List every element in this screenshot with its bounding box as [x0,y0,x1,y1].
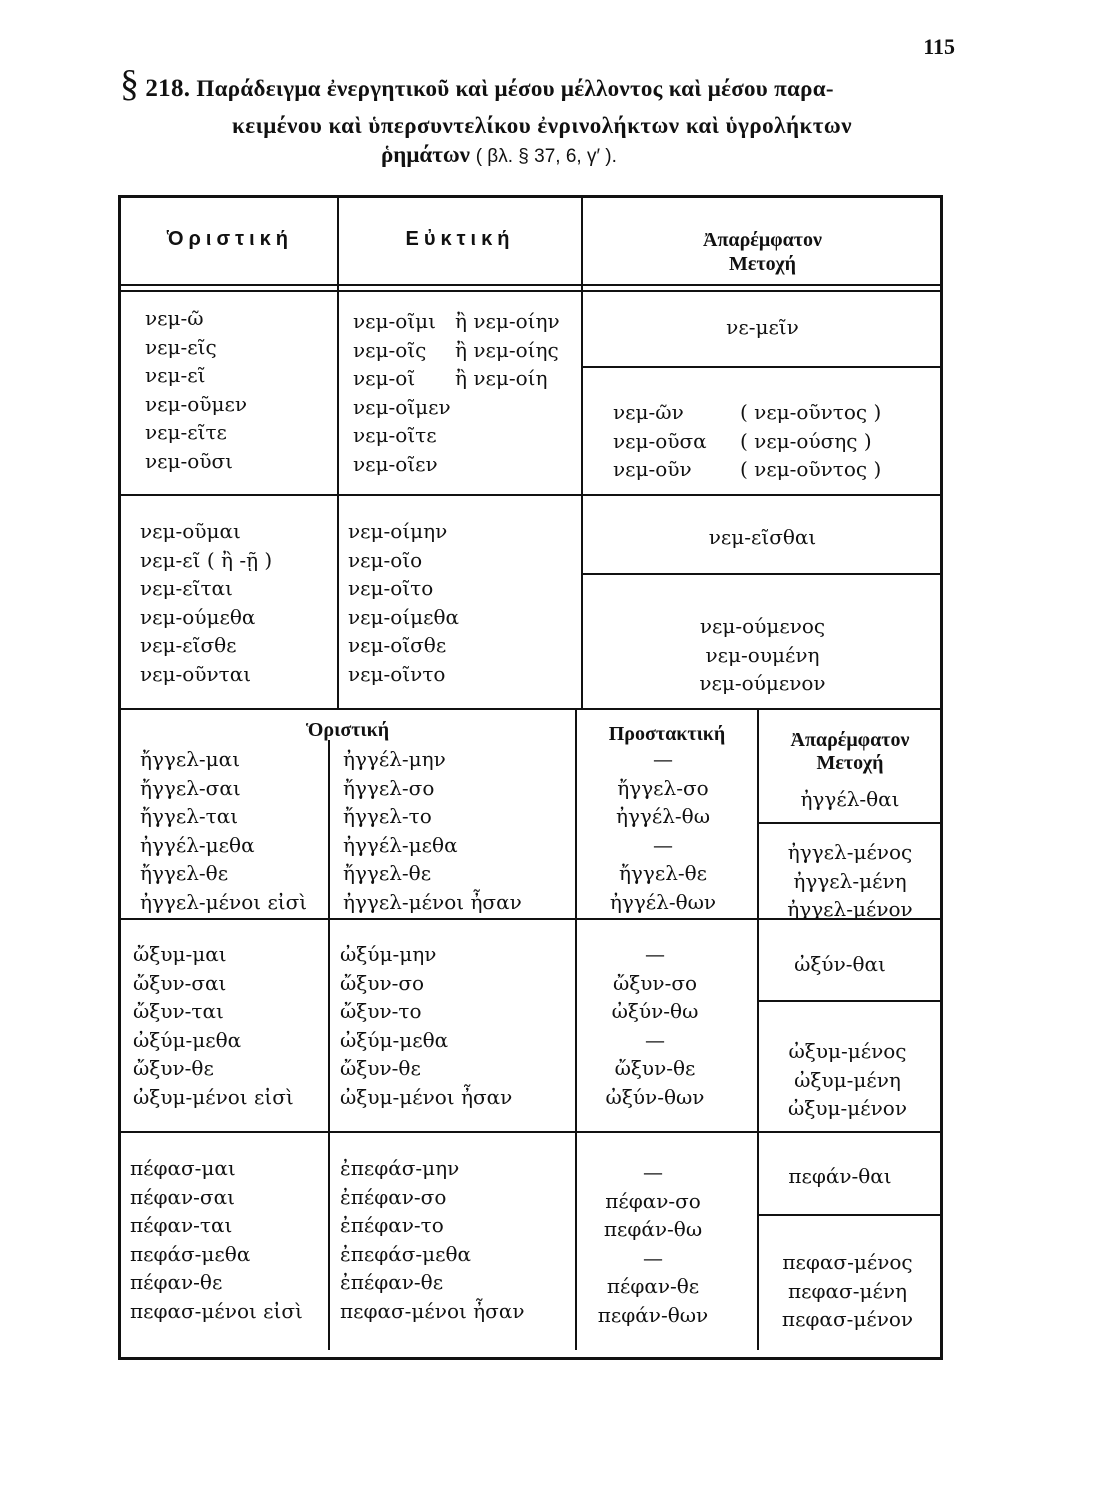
list-item: ἐπέφαν-το [340,1213,444,1238]
list-item: νεμ-ούμενος [699,614,826,638]
list-item: νεμ-οῖτε [353,423,437,448]
list-item: ὠξυμ-μένοι ἦσαν [340,1084,513,1109]
rule-perf-col-3 [757,708,759,1350]
list-item: νεμ-οῖμεν [353,394,451,419]
list-item: νεμ-οῖς [353,337,427,362]
list-item: πέφαν-σαι [130,1184,235,1209]
list-item: νεμ-οῖντο [348,661,446,686]
rule-col-1 [337,198,339,708]
list-item: — [645,1027,665,1052]
list-item: νεμ-εῖ ( ἢ -ῇ ) [140,547,273,572]
list-item: νεμ-οῖμι [353,309,436,333]
list-item: νεμ-εῖσθε [140,633,237,658]
list-item: ἠγγελ-μένοι ἦσαν [343,889,522,914]
phaino-perfect-list [130,1154,303,1326]
list-item: ὠξύμ-μεθα [340,1027,449,1052]
section-number: 218. [145,75,191,102]
list-item: ὤξυν-σο [612,970,698,995]
list-item: πεφασ-μένοι εἰσὶ [130,1298,303,1323]
list-item: νεμ-οῦσι [145,448,233,473]
list-item: — [645,942,665,966]
section-heading-line-3 [381,142,617,168]
list-item: πέφαν-σο [605,1188,701,1213]
list-item: ὤξυν-θε [340,1056,421,1081]
angello-imperative-list [578,745,748,917]
header-participle: Μετοχή [729,253,796,275]
list-item: ἤγγελ-το [343,804,432,829]
rule-row-2 [120,1131,941,1133]
list-item: νεμ-ῶ [145,306,204,330]
list-item: ἠγγελ-μένον [787,897,913,922]
list-item: πεφάν-θω [603,1217,703,1242]
list-item: νεμ-εῖ [145,363,206,388]
list-item: ἢ νεμ-οίη [455,366,548,391]
list-item: ἠγγέλ-μεθα [140,832,255,857]
list-item: ὤξυμ-μαι [133,942,227,966]
list-item: ὠξυμ-μένη [794,1067,901,1092]
list-item: νεμ-εῖς [145,334,217,359]
list-item: πέφασ-μαι [130,1156,236,1180]
list-item: ἤγγελ-θε [618,861,708,886]
list-item: πέφαν-θε [130,1270,223,1295]
perfect-header-infinitive: Ἀπαρέμφατον [790,729,910,751]
list-item: ἠγγέλ-μην [343,747,446,771]
list-item: ὤξυν-το [340,999,422,1024]
list-item: ἠγγέλ-θων [609,889,717,914]
list-item: πεφάν-θων [597,1302,709,1327]
list-item: ὠξύμ-μην [340,942,437,966]
list-item: νεμ-οῦμαι [140,519,241,543]
phaino-participle-list [760,1248,935,1334]
list-item: νεμ-οίμην [348,519,448,543]
perfect-header-indicative: Ὁριστική [305,719,390,741]
list-item: ἤγγελ-σο [343,775,435,800]
middle-participle-list [585,612,940,698]
angello-pluperfect-list [343,745,522,917]
list-item: ( νεμ-οῦντος ) [740,457,882,482]
list-item: πεφασ-μένον [781,1307,914,1332]
rule-inf-1 [757,822,941,824]
oxyno-infinitive: ὠξύν-θαι [794,952,886,976]
list-item: ὤξυν-ται [133,999,224,1024]
list-item: ἠγγελ-μένος [787,840,913,864]
heading-text-2: κειμένου καὶ ὑπερσυντελίκου ἐνρινολήκτων καὶ ὑγρολήκτων [232,113,852,138]
rule-middle-bottom [120,708,941,710]
list-item: ὤξυν-θε [614,1056,696,1081]
angello-participle-list [760,838,940,924]
list-item: ὠξυμ-μένος [788,1039,907,1063]
list-item: πέφαν-θε [606,1274,700,1299]
list-item: ἤγγελ-θε [140,861,229,886]
list-item: νεμ-οῦνται [140,661,252,686]
list-item: ( νεμ-οῦντος ) [740,400,882,424]
list-item: ἠγγέλ-θω [615,804,711,829]
phaino-infinitive: πεφάν-θαι [788,1164,892,1188]
list-item: νεμ-οῦσα [613,428,707,453]
active-infinitive: νε-μεῖν [726,315,799,339]
list-item: ὤξυν-σαι [133,970,227,995]
rule-inf-2 [757,1000,941,1002]
list-item: νεμ-οῖεν [353,451,438,476]
list-item: ἤγγελ-σαι [140,775,241,800]
middle-optative-list [348,517,459,689]
oxyno-participle-list [760,1037,935,1123]
header-optative: Εὐκτική [405,228,515,250]
list-item: ἐπεφάσ-μην [340,1156,460,1180]
list-item: ( νεμ-ούσης ) [740,428,872,453]
list-item: — [643,1160,663,1184]
list-item: νεμ-οῖτο [348,576,434,601]
list-item: — [653,832,673,857]
list-item: ἢ νεμ-οίην [455,309,560,333]
list-item: ὠξύμ-μεθα [133,1027,242,1052]
list-item: ἠγγέλ-μεθα [343,832,458,857]
list-item: ὠξύν-θω [611,999,699,1024]
list-item: — [653,747,673,771]
list-item: νεμ-εῖται [140,576,233,601]
heading-text-1: Παράδειγμα ἐνεργητικοῦ καὶ μέσου μέλλοντος καὶ μέσου παρα- [196,76,834,101]
active-participle-gen-list [740,398,881,484]
list-item: ἐπέφαν-θε [340,1270,444,1295]
oxyno-imperative-list [570,940,740,1112]
rule-perf-col-1 [328,740,330,1350]
list-item: πεφασ-μένοι ἦσαν [340,1298,525,1323]
list-item: ὠξυμ-μένοι εἰσὶ [133,1084,294,1109]
list-item: νεμ-οῖο [348,547,423,572]
list-item: νεμ-ῶν [613,400,684,424]
section-symbol: § [120,63,140,105]
list-item: ἢ νεμ-οίης [455,337,559,362]
active-optative-list [353,307,451,479]
list-item: ἠγγελ-μένη [793,868,907,893]
angello-perfect-list [140,745,307,917]
active-optative-alt-list [455,307,560,393]
list-item: — [643,1245,663,1270]
perfect-header-participle: Μετοχή [816,752,884,774]
list-item: ἠγγελ-μένοι εἰσὶ [140,889,308,914]
list-item: νεμ-εῖτε [145,420,227,445]
list-item: ἤγγελ-θε [343,861,432,886]
rule-inf-3 [757,1214,941,1216]
list-item: νεμ-οῖ [353,366,416,391]
rule-col-2 [581,198,583,708]
heading-text-3: ῥημάτων [381,142,470,167]
active-indicative-list [145,304,247,476]
page-number: 115 [923,34,955,59]
rule-header-bottom-2 [120,290,941,292]
rule-mid-infinitive [581,573,941,575]
angello-infinitive: ἠγγέλ-θαι [800,787,900,811]
active-participle-list [613,398,707,484]
list-item: ἤγγελ-σο [617,775,709,800]
list-item: νεμ-οίμεθα [348,604,460,629]
list-item: νεμ-ούμενον [699,671,826,696]
heading-reference: ( βλ. § 37, 6, γ′ ). [475,146,617,167]
oxyno-pluperfect-list [340,940,512,1112]
list-item: ἤγγελ-μαι [140,747,241,771]
list-item: ὠξυμ-μένον [788,1096,907,1121]
list-item: πέφαν-ται [130,1213,233,1238]
list-item: ἐπεφάσ-μεθα [340,1241,472,1266]
list-item: ἤγγελ-ται [140,804,239,829]
list-item: νεμ-ούμεθα [140,604,256,629]
list-item: νεμ-οῦμεν [145,391,247,416]
header-indicative: Ὁριστική [167,228,293,250]
section-heading-line-1 [120,62,834,106]
list-item: ἐπέφαν-σο [340,1184,447,1209]
middle-indicative-list [140,517,272,689]
list-item: πεφασ-μένη [788,1278,907,1303]
list-item: ὤξυν-θε [133,1056,214,1081]
list-item: πεφάσ-μεθα [130,1241,251,1266]
header-infinitive: Ἀπαρέμφατον [703,229,822,251]
list-item: νεμ-οῦν [613,457,692,482]
list-item: πεφασ-μένος [782,1250,913,1274]
middle-infinitive: νεμ-εῖσθαι [708,525,817,549]
rule-active-bottom [120,494,941,496]
perfect-header-imperative: Προστακτική [608,723,726,745]
phaino-pluperfect-list [340,1154,524,1326]
oxyno-perfect-list [133,940,294,1112]
list-item: ὠξύν-θων [605,1084,705,1109]
phaino-imperative-list [568,1158,738,1330]
rule-header-bottom [120,284,941,286]
list-item: νεμ-ουμένη [705,642,820,667]
rule-infinitive [581,366,941,368]
list-item: ὤξυν-σο [340,970,425,995]
list-item: νεμ-οῖσθε [348,633,447,658]
